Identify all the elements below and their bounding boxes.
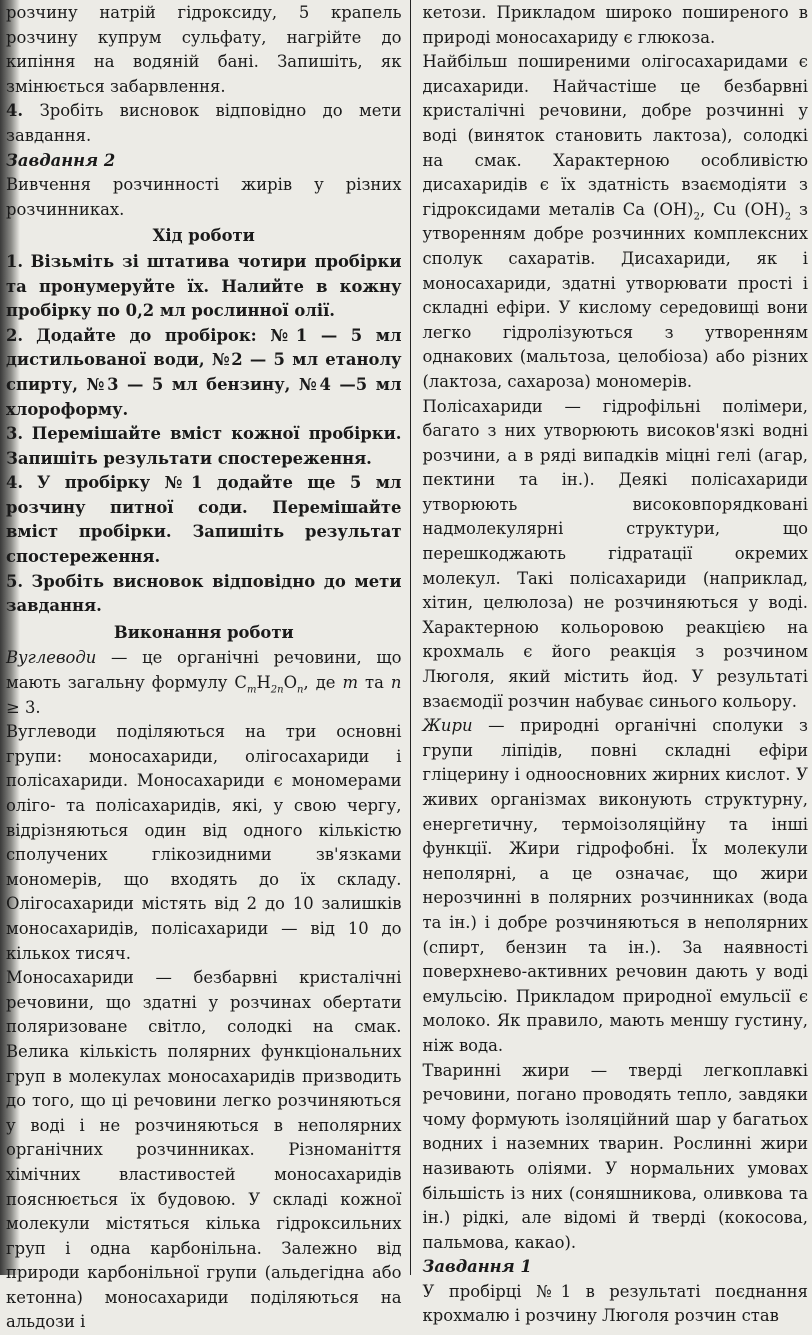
- step-number: 2.: [6, 326, 23, 345]
- formula-var: n: [297, 684, 303, 695]
- term: Вуглеводи: [6, 648, 96, 667]
- formula-var: m: [343, 673, 359, 692]
- step-number: 3.: [6, 424, 23, 443]
- paragraph: кетози. Прикладом широко поширеного в природі моносахариду є глюкоза.: [423, 1, 809, 50]
- section-heading: Виконання роботи: [6, 621, 402, 646]
- task-heading: Завдання 1: [423, 1255, 809, 1280]
- paragraph-text: з утворенням добре розчинних комплексних сполук сахаратів. Дисахариди, як і моносахариди, здатні утворювати прості і складні ефіри. У кислому середовищі вони легко гідролізуються з утворенням однакових (мальтоза, целобіоза) або різних (лактоза, сахароза) мономерів.: [423, 200, 809, 391]
- paragraph: [423, 714, 809, 1058]
- paragraph: Тваринні жири — тверді легкоплавкі речовини, погано проводять тепло, завдяки чому формують ізоляційний шар у багатьох водних і наземних тварин. Рослинні жири називають оліями. У нормальних умовах більшість із них (соняшникова, оливкова та ін.) рідкі, але відомі й тверді (кокосова, пальмова, какао).: [423, 1059, 809, 1256]
- paragraph-text: — природні органічні сполуки з групи ліпідів, повні складні ефіри гліцерину і одноосновних жирних кислот. У живих організмах виконують структурну, енергетичну, термоізоляційну та інші функції. Жири гідрофобні. Їх молекули неполярні, а це означає, що жири нерозчинні в полярних розчинниках (вода та ін.) і добре розчиняються в неполярних (спирт, бензин та ін.). За наявності поверхнево-активних речовин дають у воді емульсію. Прикладом природної емульсії є молоко. Як правило, мають меншу густину, ніж вода.: [423, 716, 809, 1055]
- formula-var: n: [391, 673, 402, 692]
- step-text: Зробіть висновок відповідно до мети завдання.: [6, 101, 402, 145]
- definition-text: ≥ 3.: [6, 698, 41, 717]
- definition-text: , де: [303, 673, 342, 692]
- section-heading: Хід роботи: [6, 224, 402, 249]
- carbohydrate-definition: [6, 646, 402, 720]
- paragraph: [6, 99, 402, 148]
- paragraph: Полісахариди — гідрофільні полімери, багато з них утворюють високов'язкі водні розчини, а в ряді випадків міцні гелі (агар, пектини та ін.). Деякі полісахариди утворюють високовпорядковані надмолекулярні структури, що перешкоджають гідратації окремих молекул. Такі полісахариди (наприклад, хітин, целюлоза) не розчиняються у воді. Характерною кольоровою реакцією на крохмаль є його реакція з розчином Люголя, який містить йод. У результаті взаємодії розчин набуває синього кольору.: [423, 395, 809, 715]
- paragraph: Моносахариди — безбарвні кристалічні речовини, що здатні у розчинах обертати поляризоване світло, солодкі на смак. Велика кількість полярних функціональних груп в молекулах моносахаридів призводить до того, що ці речовини легко розчиняються у воді і не розчиняються в неполярних органічних розчинниках. Різноманіття хімічних властивостей моносахаридів пояснюється їх будовою. У складі кожної молекули містяться кілька гідроксильних груп і одна карбонільна. Залежно від природи карбонільної групи (альдегідна або кетонна) моносахариди поділяються на альдози і: [6, 966, 402, 1335]
- textbook-page: [6, 0, 812, 1275]
- step-number: 1.: [6, 252, 23, 271]
- definition-text: — це органічні речовини, що мають загальну формулу C: [6, 648, 402, 692]
- paragraph: розчину натрій гідроксиду, 5 крапель розчину купрум сульфату, нагрійте до кипіння на водяній бані. Запишіть, як змінюється забарвлення.: [6, 1, 402, 99]
- right-column: [411, 0, 812, 1275]
- left-column: [6, 0, 410, 1275]
- paragraph: Вуглеводи поділяються на три основні групи: моносахариди, олігосахариди і полісахариди. Моносахариди є мономерами оліго- та полісахаридів, які, у свою чергу, відрізняються один від одного кількістю сполучених глікозидними зв'язками мономерів, що входять до їх складу. Олігосахариди містять від 2 до 10 залишків моносахаридів, полісахариди — від 10 до кількох тисяч.: [6, 720, 402, 966]
- list-item: [6, 422, 402, 471]
- definition-text: та: [358, 673, 391, 692]
- list-item: [6, 250, 402, 324]
- term: Жири: [423, 716, 473, 735]
- formula-symbol: O: [284, 673, 297, 692]
- step-text: У пробірку №1 додайте ще 5 мл розчину питної соди. Перемішайте вміст пробірки. Запишіть результат спостереження.: [6, 473, 402, 566]
- list-item: [6, 471, 402, 569]
- step-text: Зробіть висновок відповідно до мети завдання.: [6, 572, 402, 616]
- task-heading: Завдання 2: [6, 149, 402, 174]
- paragraph: У пробірці №1 в результаті поєднання крохмалю і розчину Люголя розчин став: [423, 1280, 809, 1329]
- list-item: [6, 570, 402, 619]
- step-text: Візьміть зі штатива чотири пробірки та пронумеруйте їх. Налийте в кожну пробірку по 0,2 мл рослинної олії.: [6, 252, 402, 320]
- formula-symbol: H: [256, 673, 270, 692]
- step-number: 4.: [6, 101, 23, 120]
- formula-subscript: 2: [694, 211, 700, 222]
- formula-subscript: [271, 684, 284, 695]
- formula-var: m: [247, 684, 256, 695]
- step-text: Перемішайте вміст кожної пробірки. Запишіть результати спостереження.: [6, 424, 402, 468]
- formula-subscript: 2: [785, 211, 791, 222]
- paragraph-text: Найбільш поширеними олігосахаридами є дисахариди. Найчастіше це безбарвні кристалічні речовини, добре розчинні у воді (виняток становить лактоза), солодкі на смак. Характерною особливістю дисахаридів є їх здатність взаємодіяти з гідроксидами металів Ca (OH): [423, 52, 809, 219]
- step-text: Додайте до пробірок: №1 — 5 мл дистильованої води, №2 — 5 мл етанолу спирту, №3 — 5 мл бензину, №4 —5 мл хлороформу.: [6, 326, 402, 419]
- paragraph-text: , Cu (OH): [700, 200, 785, 219]
- task-description: Вивчення розчинності жирів у різних розчинниках.: [6, 173, 402, 222]
- step-number: 5.: [6, 572, 23, 591]
- list-item: [6, 324, 402, 422]
- formula-var: 2n: [271, 684, 284, 695]
- paragraph: [423, 50, 809, 394]
- step-number: 4.: [6, 473, 23, 492]
